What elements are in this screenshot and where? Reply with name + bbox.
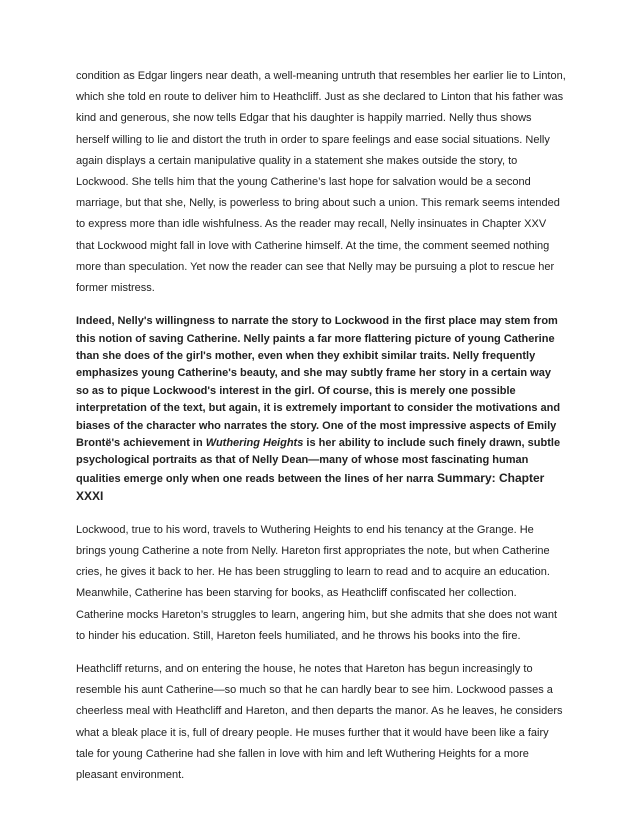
paragraph-2-text-a: Indeed, Nelly's willingness to narrate the story to Lockwood in the first place may stem from this notion of saving Catherine. Nelly paints a far more flattering picture of young Catherine than she does of the girl's mother, even when they exhibit similar traits. Nelly frequently emphasizes young Catherine's beauty, and she may subtly frame her story in a certain way so as to pique Lockwood's interest in the girl. Of course, this is merely one possible interpretation of the text, but again, it is extremely important to consider the motivations and biases of the character who narrates the story. One of the most impressive aspects of Emily Brontë's achievement in bbox=[76, 315, 561, 450]
chapter-heading: Summary: Chapter XXXI bbox=[76, 470, 545, 504]
paragraph-3: Lockwood, true to his word, travels to Wuthering Heights to end his tenancy at the Grange. He brings young Catherine a note from Nelly. Hareton first appropriates the note, but when Catherine cries, he gives it back to her. He has been struggling to learn to read and to acquire an education. Meanwhile, Catherine has been starving for books, as Heathcliff confiscated her collection. Catherine mocks Hareton’s struggles to learn, angering him, but she admits that she does not want to hinder his education. Still, Hareton feels humiliated, and he throws his books into the fire. bbox=[76, 523, 558, 642]
document-body bbox=[76, 66, 566, 786]
paragraph-2-text-b: is her ability to include such finely drawn, subtle psychological portraits as that of Nelly Dean—many of whose most fascinating human qualities emerge only when one reads between the lines of her narra bbox=[76, 437, 561, 485]
paragraph-1: condition as Edgar lingers near death, a well-meaning untruth that resembles her earlier lie to Linton, which she told en route to deliver him to Heathcliff. Just as she declared to Linton that his father was kind and generous, she now tells Edgar that his daughter is happily married. Nelly thus shows herself willing to lie and distort the truth in order to spare feelings and ease social situations. Nelly again displays a certain manipulative quality in a statement she makes outside the story, to Lockwood. She tells him that the young Catherine’s last hope for salvation would be a second marriage, but that she, Nelly, is powerless to bring about such a union. This remark seems intended to express more than idle wishfulness. As the reader may recall, Nelly insinuates in Chapter XXV that Lockwood might fall in love with Catherine himself. At the time, the comment seemed nothing more than speculation. Yet now the reader can see that Nelly may be pursuing a plot to rescue her former mistress. bbox=[76, 70, 566, 295]
paragraph-2 bbox=[76, 313, 566, 506]
book-title-italic: Wuthering Heights bbox=[205, 437, 304, 450]
paragraph-4: Heathcliff returns, and on entering the house, he notes that Hareton has begun increasingly to resemble his aunt Catherine—so much so that he can hardly bear to see him. Lockwood passes a cheerless meal with Heathcliff and Hareton, and then departs the manor. As he leaves, he considers what a bleak place it is, full of dreary people. He muses further that it would have been like a fairy tale for young Catherine had she fallen in love with him and left Wuthering Heights for a more pleasant environment. bbox=[76, 662, 563, 781]
